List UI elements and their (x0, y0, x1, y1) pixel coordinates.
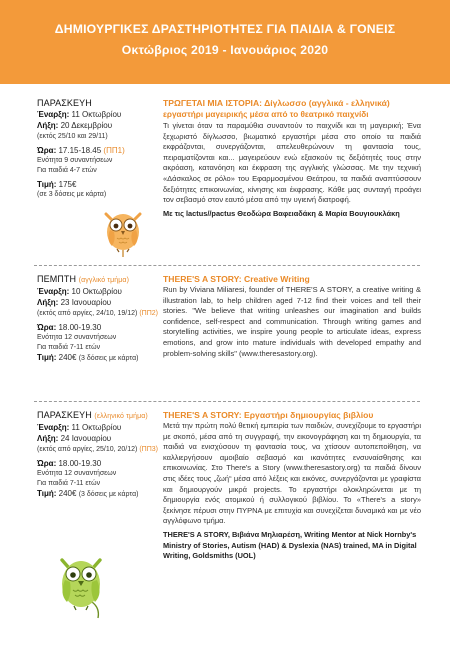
exceptions-text: (εκτός από αργίες, 25/10, 20/12) (ΠΠ3) (37, 445, 158, 453)
section-divider (34, 401, 420, 402)
schedule-column (37, 98, 159, 200)
activity-title: THERE'S A STORY: Creative Writing (163, 274, 310, 284)
description-column (163, 410, 421, 562)
time-row: Ώρα: 17.15-18.45 (ΠΠ1) (37, 146, 125, 156)
start-row: Έναρξη: 11 Οκτωβρίου (37, 423, 122, 433)
activity-title: THERE'S A STORY: Εργαστήρι δημιουργίας βιβλίου (163, 410, 374, 420)
section-divider (34, 265, 420, 266)
owl-orange-icon (98, 206, 148, 258)
activity-description: Μετά την πρώτη πολύ θετική εμπειρία των παιδιών, συνεχίζουμε το εργαστήρι με σκοπό, μέσα από τη συγγραφή, την εικονογράφηση και τη δημιουργία, τα παιδιά να ενισχύσουν τη φαντασία τους, να χτίσουν αυτοπεποίθηση, να καλλιεργήσουν αμοιβαίο σεβασμό και ικανότητες ενσυναίσθησης και επικοινωνίας. Στο There's a Story (www.theresastory.org) τα παιδιά δίνουν στις ιδέες τους „ζωή“ μέσα από λέξεις και εικόνες, συνεργάζονται με γραφίστα και δημιουργούν μικρά projects. Το εργαστήρι ολοκληρώνεται με τη δημιουργία ενός ατομικού ή συλλογικού βιβλίου. Το «There's a story» ξεκίνησε πέρυσι στην ΠΥΡΝΑ με επιτυχία και συνεχίζεται δυναμικά και με νέο αγγλόφωνο τμήμα. (163, 421, 421, 526)
start-row: Έναρξη: 11 Οκτωβρίου (37, 110, 122, 120)
meetings-text: Ενότητα 9 συναντήσεων (37, 157, 113, 165)
ages-text: Για παιδιά 4-7 ετών (37, 166, 97, 174)
meetings-text: Ενότητα 12 συναντήσεων (37, 334, 117, 342)
activity-credit: THERE'S A STORY, Βιβιάνα Μηλιαρέση, Writing Mentor at Nick Hornby's Ministry of Stories, Autism (HAD) & Dyslexia (NAS) trained, MA in Digital Writing, Goldsmiths (UOL) (163, 529, 417, 561)
end-row: Λήξη: 24 Ιανουαρίου (37, 434, 112, 444)
ages-text: Για παιδιά 7-11 ετών (37, 343, 101, 351)
start-row: Έναρξη: 10 Οκτωβρίου (37, 287, 122, 297)
day-label: ΠΑΡΑΣΚΕΥΗ (ελληνικό τμήμα) (37, 410, 148, 420)
meetings-text: Ενότητα 12 συναντήσεων (37, 470, 117, 478)
activity-credit: Με τις lactus//pactus Θεοδώρα Βαφειαδάκη & Μαρία Βουγιουκλάκη (163, 208, 400, 218)
time-row: Ώρα: 18.00-19.30 (37, 459, 102, 469)
schedule-column (37, 274, 159, 363)
price-row: Τιμή: 240€ (3 δόσεις με κάρτα) (37, 353, 139, 363)
day-label: ΠΑΡΑΣΚΕΥΗ (37, 98, 92, 108)
price-note: (σε 3 δόσεις με κάρτα) (37, 191, 107, 199)
schedule-column (37, 410, 159, 499)
page-title: ΔΗΜΙΟΥΡΓΙΚΕΣ ΔΡΑΣΤΗΡΙΟΤΗΤΕΣ ΓΙΑ ΠΑΙΔΙΑ & ΓΟΝΕΙΣ (54, 22, 396, 36)
activity-subtitle: εργαστήρι μαγειρικής μέσα από το θεατρικό παιχνίδι (163, 110, 369, 119)
price-row: Τιμή: 240€ (3 δόσεις με κάρτα) (37, 489, 139, 499)
description-column (163, 98, 421, 219)
price-row: Τιμή: 175€ (37, 180, 77, 190)
page-header (0, 0, 450, 84)
activity-title: ΤΡΩΓΕΤΑΙ ΜΙΑ ΙΣΤΟΡΙΑ: Δίγλωσσο (αγγλικά - ελληνικά) (163, 98, 390, 108)
end-row: Λήξη: 20 Δεκεμβρίου (37, 121, 113, 131)
exceptions-text: (εκτός από αργίες, 24/10, 19/12) (ΠΠ2) (37, 309, 158, 317)
day-label: ΠΕΜΠΤΗ (αγγλικό τμήμα) (37, 274, 130, 284)
exceptions-text: (εκτός 25/10 και 29/11) (37, 132, 108, 140)
activity-description: Τι γίνεται όταν τα παραμύθια συναντούν το παιχνίδι και τη μαγειρική; Ένα ξεχωριστό δίγλωσσο, βιωματικό εργαστήρι μέσα στο οποίο τα παιδιά εκφράζονται, συνεργάζονται, απελευθερώνουν τη φαντασία τους, πειραματίζονται και... μαγειρεύουν ενώ εξασκούν τις δεξιότητές τους στην ακρόαση, κατανόηση και έκφραση της αγγλικής γλώσσας. Με την τεχνική «Δάσκαλος σε ρόλο» του Εφαρμοσμένου Θεάτρου, τα παιδιά αναπτύσσουν δεξιότητες επικοινωνίας, κίνησης και έκφρασης. Κάθε μας συνταγή προάγει τον σεβασμό στον εαυτό μέσα από την υγιεινή διατροφή. (163, 121, 421, 205)
end-row: Λήξη: 23 Ιανουαρίου (37, 298, 112, 308)
description-column (163, 274, 421, 359)
page-dates: Οκτώβριος 2019 - Ιανουάριος 2020 (121, 43, 329, 57)
activity-description: Run by Viviana Miliaresi, founder of THERE'S A STORY, a creative writing & illustration lab, to help children aged 7-12 find their voices and tell their stories. "We believe that writing unleashes our imagination and builds confidence, self-respect and communication. Through writing games and storytelling activities, we inspire young people to articulate ideas, express emotions, and grow into mature individuals with developed empathy and problem-solving skills" (www.theresastory.org). (163, 285, 421, 358)
owl-green-icon (52, 552, 110, 622)
ages-text: Για παιδιά 7-11 ετών (37, 479, 101, 487)
time-row: Ώρα: 18.00-19.30 (37, 323, 102, 333)
